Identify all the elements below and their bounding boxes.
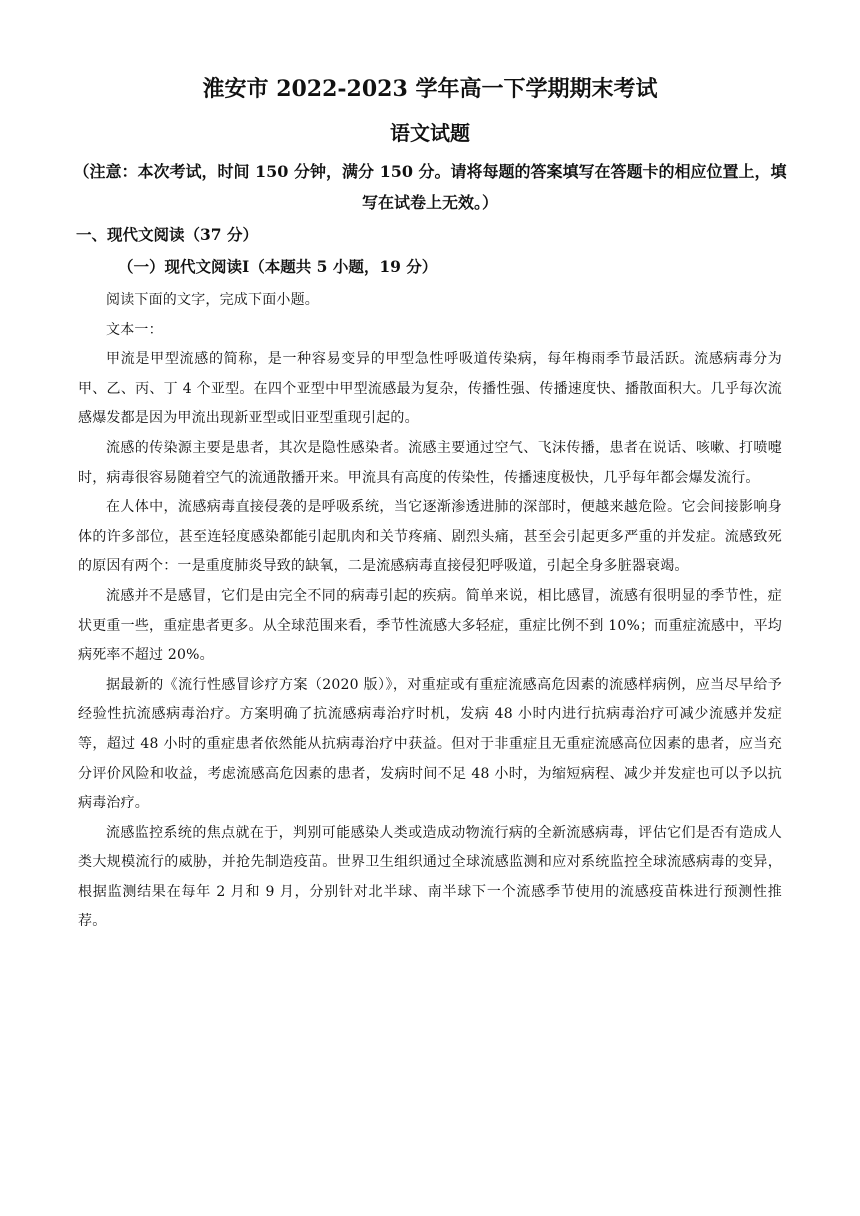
paragraph: 流感监控系统的焦点就在于，判别可能感染人类或造成动物流行病的全新流感病毒，评估它们是否有造成人类大规模流行的威胁，并抢先制造疫苗。世界卫生组织通过全球流感监测和应对系统监控全球流感病毒的变异，根据监测结果在每年 2 月和 9 月，分别针对北半球、南半球下一个流感季节使用的流感疫苗株进行预测性推荐。 bbox=[78, 824, 782, 930]
exam-subtitle: 语文试题 bbox=[390, 121, 470, 145]
exam-title: 淮安市 2022-2023 学年高一下学期期末考试 bbox=[202, 76, 658, 102]
paragraph: 在人体中，流感病毒直接侵袭的是呼吸系统，当它逐渐渗透进肺的深部时，便越来越危险。它会间接影响身体的许多部位，甚至连轻度感染都能引起肌肉和关节疼痛、剧烈头痛，甚至会引起更多严重的并发症。流感致死的原因有两个：一是重度肺炎导致的缺氧，二是流感病毒直接侵犯呼吸道，引起全身多脏器衰竭。 bbox=[78, 499, 782, 575]
paragraph: 甲流是甲型流感的简称，是一种容易变异的甲型急性呼吸道传染病，每年梅雨季节最活跃。流感病毒分为甲、乙、丙、丁 4 个亚型。在四个亚型中甲型流感最为复杂，传播性强、传播速度快、播散面积大。几乎每次流感爆发都是因为甲流出现新亚型或旧亚型重现引起的。 bbox=[78, 351, 782, 427]
paragraph: 流感并不是感冒，它们是由完全不同的病毒引起的疾病。简单来说，相比感冒，流感有很明显的季节性，症状更重一些，重症患者更多。从全球范围来看，季节性流感大多轻症，重症比例不到 10%；而重症流感中，平均病死率不超过 20%。 bbox=[78, 587, 782, 664]
exam-notice: （注意：本次考试，时间 150 分钟，满分 150 分。请将每题的答案填写在答题卡的相应位置上，填写在试卷上无效。） bbox=[73, 162, 787, 212]
reading-instruction: 阅读下面的文字，完成下面小题。 bbox=[106, 292, 319, 308]
text-label: 文本一： bbox=[106, 321, 163, 338]
subsection-heading-reading-1: （一）现代文阅读Ⅰ（本题共 5 小题，19 分） bbox=[118, 257, 438, 276]
paragraph: 据最新的《流行性感冒诊疗方案（2020 版）》，对重症或有重症流感高危因素的流感样病例，应当尽早给予经验性抗流感病毒治疗。方案明确了抗流感病毒治疗时机，发病 48 小时内进行抗病毒治疗可减少流感并发症等，超过 48 小时的重症患者依然能从抗病毒治疗中获益。但对于非重症且无重症流感高位因素的患者，应当充分评价风险和收益，考虑流感高危因素的患者，发病时间不足 48 小时，为缩短病程、减少并发症也可以予以抗病毒治疗。 bbox=[78, 676, 782, 812]
section-heading-modern-reading: 一、现代文阅读（37 分） bbox=[76, 225, 258, 244]
paragraph: 流感的传染源主要是患者，其次是隐性感染者。流感主要通过空气、飞沫传播，患者在说话、咳嗽、打喷嚏时，病毒很容易随着空气的流通散播开来。甲流具有高度的传染性，传播速度极快，几乎每年都会爆发流行。 bbox=[78, 439, 782, 486]
